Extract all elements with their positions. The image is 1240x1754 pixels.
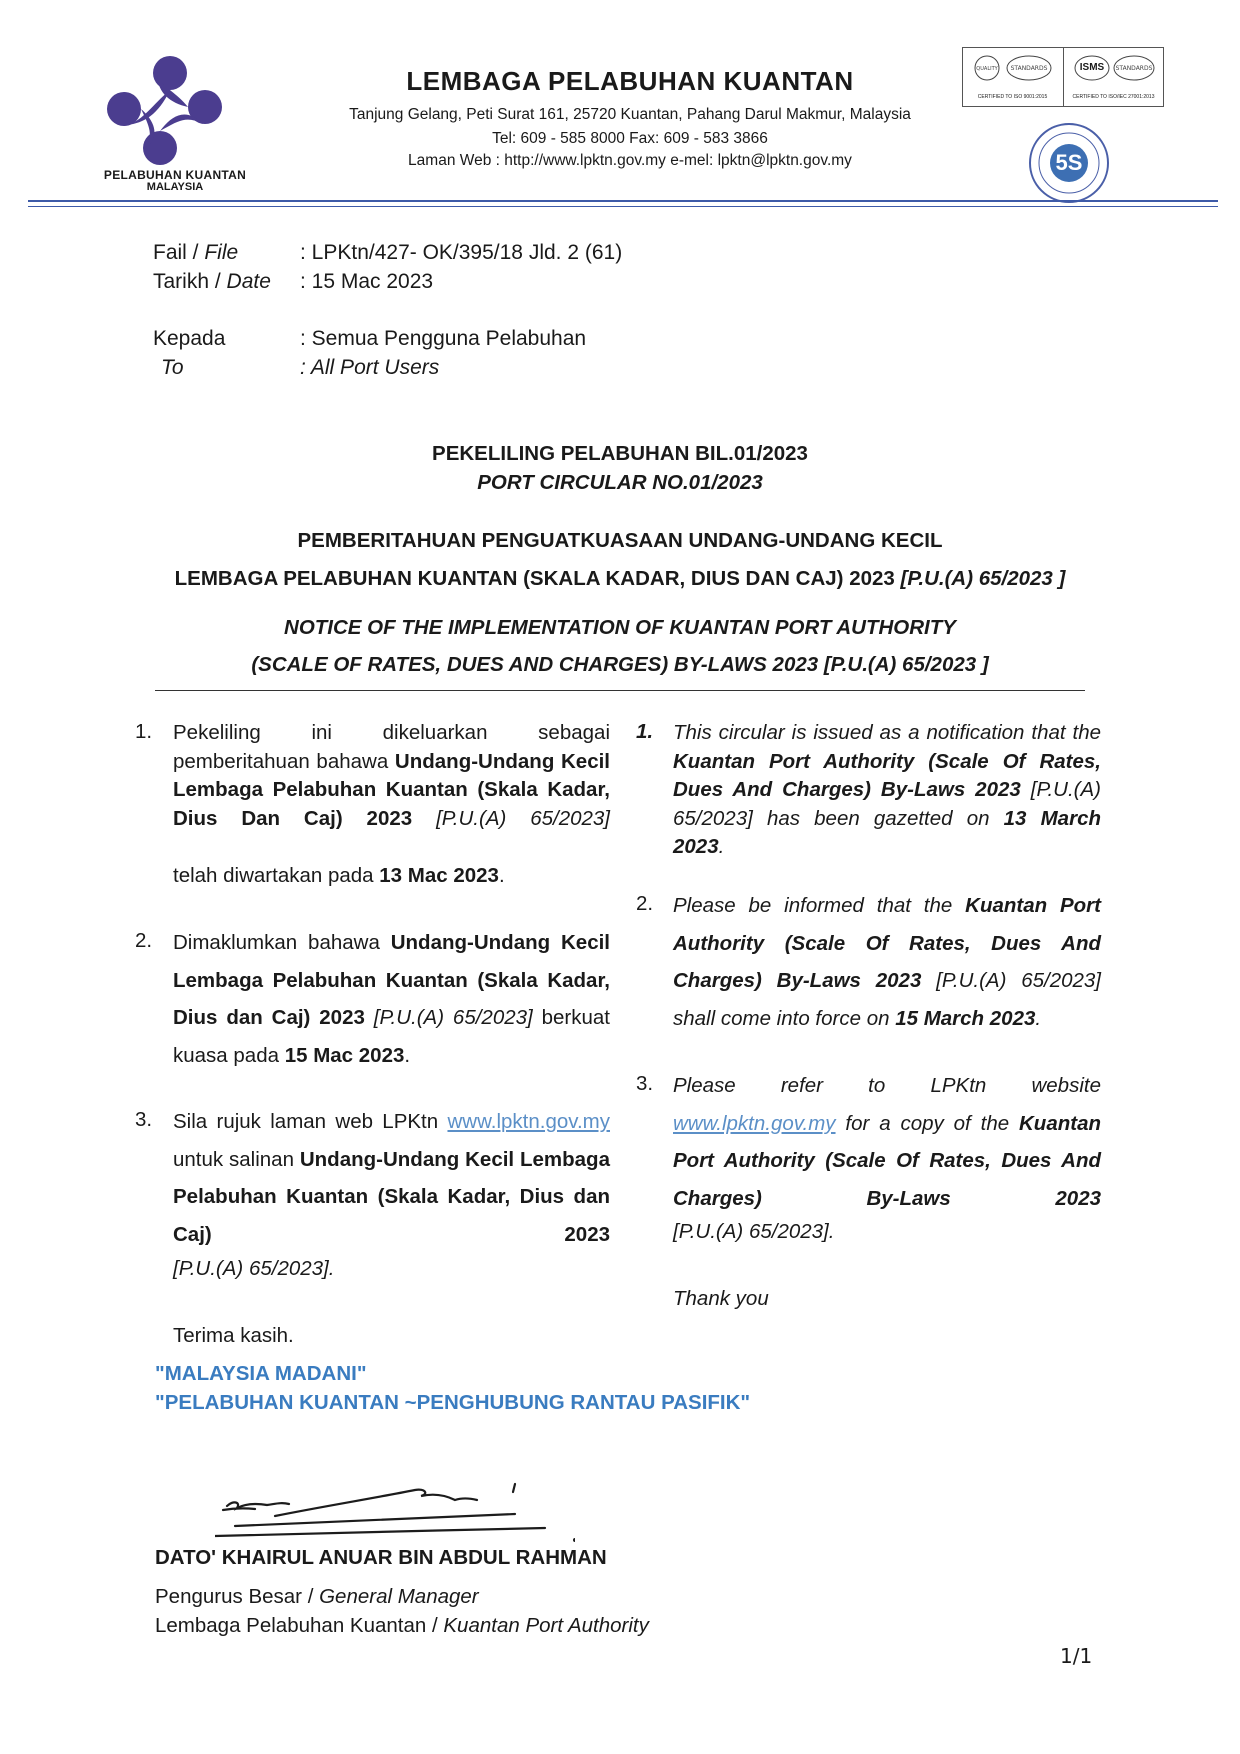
cert-label: CERTIFIED TO ISO/IEC 27001:2013 bbox=[1072, 94, 1155, 100]
ms-para-2: Dimaklumkan bahawa Undang-Undang Kecil Lembaga Pelabuhan Kuantan (Skala Kadar, Dius dan Caj) 2023 [P.U.(A) 65/2023] berkuat kuasa pada 15 Mac 2023. bbox=[173, 931, 611, 1067]
letterhead-rule-thin bbox=[28, 206, 1218, 207]
ms-thanks: Terima kasih. bbox=[173, 1324, 294, 1347]
ms-para-1-gazette: telah diwartakan pada 13 Mac 2023. bbox=[173, 864, 505, 887]
ms-para-3: Sila rujuk laman web LPKtn www.lpktn.gov.my untuk salinan Undang-Undang Kecil Lembaga Pelabuhan Kuantan (Skala Kadar, Dius dan Caj) 2023 bbox=[173, 1110, 610, 1246]
slogan-port: "PELABUHAN KUANTAN ~PENGHUBUNG RANTAU PASIFIK" bbox=[155, 1391, 751, 1414]
en-para-3-reference: [P.U.(A) 65/2023]. bbox=[673, 1220, 835, 1243]
quality-system-icon bbox=[963, 48, 1062, 92]
circular-title-en: PORT CIRCULAR NO.01/2023 bbox=[477, 471, 763, 494]
to-value-ms: : Semua Pengguna Pelabuhan bbox=[300, 327, 587, 350]
logo-caption-country: MALAYSIA bbox=[146, 181, 204, 193]
signer-organization: Lembaga Pelabuhan Kuantan / Kuantan Port Authority bbox=[155, 1614, 649, 1637]
circular-title-ms: PEKELILING PELABUHAN BIL.01/2023 bbox=[432, 442, 808, 465]
isms-mark: ISMS bbox=[1079, 62, 1105, 73]
en-thanks: Thank you bbox=[673, 1287, 769, 1310]
cert-label: CERTIFIED TO ISO 9001:2015 bbox=[977, 94, 1048, 100]
organization-address: Tanjung Gelang, Peti Surat 161, 25720 Kuantan, Pahang Darul Makmur, Malaysia bbox=[349, 106, 911, 123]
lpktn-website-link-en[interactable]: www.lpktn.gov.my bbox=[673, 1111, 836, 1135]
en-para-2: Please be informed that the Kuantan Port Authority (Scale Of Rates, Dues And Charges) By-Laws 2023 [P.U.(A) 65/2023] shall come into force on 15 March 2023. bbox=[673, 894, 1101, 1030]
5s-badge bbox=[1028, 122, 1110, 204]
svg-text:STANDARDS: STANDARDS bbox=[1115, 65, 1153, 72]
to-label-en: To bbox=[161, 356, 184, 379]
ms-para-3-number: 3. bbox=[135, 1108, 153, 1131]
en-para-1-number: 1. bbox=[636, 720, 654, 743]
date-value: : 15 Mac 2023 bbox=[300, 270, 434, 293]
certification-marks bbox=[962, 47, 1164, 107]
page-number: 1/1 bbox=[1060, 1644, 1093, 1668]
to-value-en: : All Port Users bbox=[300, 356, 440, 379]
en-para-1: This circular is issued as a notification that the Kuantan Port Authority (Scale Of Rates, Dues And Charges) By-Laws 2023 [P.U.(A) 65/2023] has been gazetted on 13 March 2023. bbox=[673, 721, 1101, 858]
badge-text: 5S bbox=[1055, 150, 1083, 175]
en-para-3-number: 3. bbox=[636, 1072, 654, 1095]
lpktn-website-link-ms[interactable]: www.lpktn.gov.my bbox=[447, 1110, 610, 1133]
organization-name: LEMBAGA PELABUHAN KUANTAN bbox=[406, 66, 854, 96]
organization-web: Laman Web : http://www.lpktn.gov.my e-mel: lpktn@lpktn.gov.my bbox=[408, 152, 852, 169]
en-para-2-number: 2. bbox=[636, 892, 654, 915]
ms-para-3-reference: [P.U.(A) 65/2023]. bbox=[173, 1257, 335, 1280]
notice-title-ms-line2: LEMBAGA PELABUHAN KUANTAN (SKALA KADAR, DIUS DAN CAJ) 2023 [P.U.(A) 65/2023 ] bbox=[174, 567, 1066, 590]
svg-text:STANDARDS: STANDARDS bbox=[1010, 65, 1048, 72]
letterhead-rule bbox=[28, 200, 1218, 202]
svg-text:QUALITY: QUALITY bbox=[976, 66, 998, 72]
logo-caption: PELABUHAN KUANTAN bbox=[103, 168, 247, 182]
signer-name: DATO' KHAIRUL ANUAR BIN ABDUL RAHMAN bbox=[155, 1546, 607, 1569]
notice-title-ms-line1: PEMBERITAHUAN PENGUATKUASAAN UNDANG-UNDANG KECIL bbox=[297, 529, 943, 552]
file-reference: : LPKtn/427- OK/395/18 Jld. 2 (61) bbox=[300, 241, 623, 264]
to-label-ms: Kepada bbox=[153, 327, 226, 350]
signature-image bbox=[215, 1478, 575, 1548]
slogan-malaysia-madani: "MALAYSIA MADANI" bbox=[155, 1362, 367, 1385]
en-para-3: Please refer to LPKtn website www.lpktn.gov.my for a copy of the Kuantan Port Authority (Scale Of Rates, Dues And Charges) By-Laws 2023 bbox=[673, 1074, 1101, 1210]
iso-9001-certification bbox=[963, 48, 1062, 106]
ms-para-1-number: 1. bbox=[135, 720, 153, 743]
ms-para-1: Pekeliling ini dikeluarkan sebagai pemberitahuan bahawa Undang-Undang Kecil Lembaga Pelabuhan Kuantan (Skala Kadar, Dius Dan Caj) 2023 [P.U.(A) 65/2023] bbox=[173, 721, 611, 830]
title-rule bbox=[155, 690, 1085, 691]
notice-title-en-line1: NOTICE OF THE IMPLEMENTATION OF KUANTAN PORT AUTHORITY bbox=[284, 616, 956, 639]
ms-para-2-number: 2. bbox=[135, 929, 153, 952]
iso-27001-certification bbox=[1063, 48, 1163, 106]
organization-contact: Tel: 609 - 585 8000 Fax: 609 - 583 3866 bbox=[492, 130, 768, 147]
notice-title-en-line2: (SCALE OF RATES, DUES AND CHARGES) BY-LAWS 2023 [P.U.(A) 65/2023 ] bbox=[251, 653, 989, 676]
date-label: Tarikh / Date bbox=[153, 270, 271, 293]
file-label: Fail / File bbox=[153, 241, 239, 264]
signer-title: Pengurus Besar / General Manager bbox=[155, 1585, 479, 1608]
